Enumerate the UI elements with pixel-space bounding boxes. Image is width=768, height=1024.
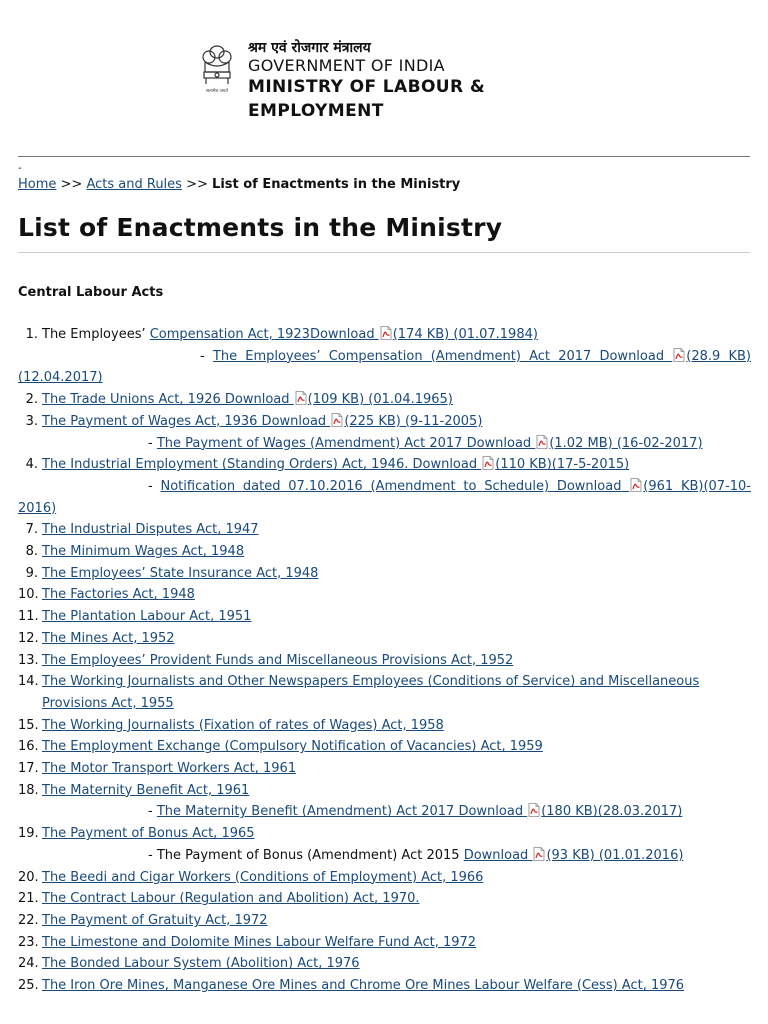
act-link[interactable]: The Working Journalists (Fixation of rates of Wages) Act, 1958 [42,717,444,733]
act-link[interactable]: The Beedi and Cigar Workers (Conditions of Employment) Act, 1966 [42,869,484,885]
pdf-icon[interactable] [482,456,494,470]
list-item [18,910,751,932]
act-link[interactable]: The Industrial Disputes Act, 1947 [42,522,259,538]
item-number: 16. [18,739,39,755]
list-item [18,975,751,997]
item-number: 20. [18,869,39,885]
item-number: 25. [18,978,39,994]
act-link[interactable]: The Employment Exchange (Compulsory Notification of Vacancies) Act, 1959 [42,739,543,755]
emblem-caption: सत्यमेव जयते [205,89,229,94]
act-link[interactable]: The Contract Labour (Regulation and Abolition) Act, 1970. [42,891,420,907]
list-item [18,953,751,975]
item-number: 4. [25,457,38,473]
amendment-item [18,845,751,867]
pdf-download-link[interactable]: (961 KB)(07-10-2016) [18,478,751,516]
pdf-icon[interactable] [673,348,685,362]
item-prefix-text: The Employees’ [42,327,150,342]
act-link[interactable]: The Industrial Employment (Standing Orders) Act, 1946. Download [42,457,482,473]
government-of-india: GOVERNMENT OF INDIA [248,56,445,75]
act-link[interactable]: The Mines Act, 1952 [42,630,175,646]
amendment-link[interactable]: Notification dated 07.10.2016 (Amendment to Schedule) Download [160,478,630,494]
breadcrumb-separator: >> [186,177,208,192]
pdf-download-link[interactable]: (28.9 KB) (12.04.2017) [18,348,751,386]
act-link[interactable]: The Payment of Wages Act, 1936 Download [42,413,331,429]
item-number: 24. [18,956,39,972]
list-item [18,563,751,585]
act-link[interactable]: The Trade Unions Act, 1926 Download [42,392,294,408]
item-number: 21. [18,891,39,907]
pdf-download-link[interactable]: (225 KB) (9-11-2005) [344,413,483,429]
list-item [18,715,751,737]
pdf-icon[interactable] [331,413,343,427]
ministry-name-line2: EMPLOYMENT [248,101,384,121]
item-number: 23. [18,934,39,950]
act-link[interactable]: Compensation Act, 1923Download [149,327,379,342]
act-link[interactable]: The Bonded Labour System (Abolition) Act, 1976 [42,956,360,972]
amendment-text: - The Payment of Bonus (Amendment) Act 2015 [148,847,464,863]
breadcrumb [18,177,460,192]
list-item [18,411,751,433]
pdf-icon[interactable] [528,803,540,817]
act-link[interactable]: The Employees’ State Insurance Act, 1948 [42,565,319,581]
item-number: 19. [18,826,39,842]
divider-dash: - [18,163,22,174]
list-item [18,541,751,563]
list-item [18,650,751,672]
item-number: 2. [25,392,38,408]
item-number: 15. [18,717,39,733]
item-number: 18. [18,782,39,798]
list-item [18,671,751,714]
item-number: 22. [18,912,39,928]
download-link[interactable]: Download [463,847,533,863]
item-number: 14. [18,674,39,690]
item-number: 3. [25,413,38,429]
breadcrumb-current: List of Enactments in the Ministry [212,177,461,192]
breadcrumb-separator: >> [60,177,83,192]
amendment-item: - The Payment of Wages (Amendment) Act 2017 Download (1.02 MB) (16-02-2017) [148,435,703,451]
act-link[interactable]: The Iron Ore Mines, Manganese Ore Mines and Chrome Ore Mines Labour Welfare (Cess) Act, 1976 [42,978,685,994]
item-number: 11. [18,609,39,625]
item-number: 8. [25,544,38,560]
list-item [18,628,751,650]
item-number: 1. [25,327,38,342]
item-number: 10. [18,587,39,603]
act-link[interactable]: The Employees’ Provident Funds and Miscellaneous Provisions Act, 1952 [42,652,514,668]
amendment-item: - The Employees’ Compensation (Amendment) Act 2017 Download (28.9 KB) (12.04.2017) [18,348,751,386]
list-item [18,606,751,628]
list-item [18,867,751,889]
list-item [18,780,751,802]
title-divider [18,252,750,253]
ministry-hindi-name: श्रम एवं रोजगार मंत्रालय [248,40,371,56]
item-number: 7. [25,522,38,538]
amendment-item: - Notification dated 07.10.2016 (Amendment to Schedule) Download (961 KB)(07-10-2016) [18,478,751,516]
pdf-icon[interactable] [295,391,307,405]
pdf-icon[interactable] [533,847,545,861]
amendment-item: - The Maternity Benefit (Amendment) Act 2017 Download (180 KB)(28.03.2017) [148,804,683,820]
act-link[interactable]: The Payment of Bonus Act, 1965 [42,826,255,842]
national-emblem-icon [198,42,236,96]
act-link[interactable]: The Plantation Labour Act, 1951 [42,609,252,625]
header-divider [18,156,750,157]
act-link[interactable]: The Motor Transport Workers Act, 1961 [42,761,297,777]
ministry-name-line1: MINISTRY OF LABOUR & [248,77,486,97]
pdf-icon[interactable] [536,435,548,449]
item-number: 9. [25,565,38,581]
list-item [18,736,751,758]
breadcrumb-home-link[interactable]: Home [18,177,57,192]
amendment-link[interactable]: The Payment of Wages (Amendment) Act 2017 Download [156,435,536,451]
pdf-download-link[interactable]: (93 KB) (01.01.2016) [546,847,684,863]
pdf-icon[interactable] [630,478,642,492]
act-link[interactable]: The Maternity Benefit Act, 1961 [42,782,250,798]
act-link[interactable]: The Minimum Wages Act, 1948 [42,544,245,560]
list-item [18,758,751,780]
enactments-list [18,324,751,997]
list-item [18,584,751,606]
list-item [18,823,751,845]
item-number: 17. [18,761,39,777]
act-link[interactable]: The Payment of Gratuity Act, 1972 [42,912,268,928]
item-number: 13. [18,652,39,668]
list-item [18,324,751,346]
pdf-download-link[interactable]: (1.02 MB) (16-02-2017) [549,435,703,451]
pdf-download-link[interactable]: (110 KB)(17-5-2015) [495,457,630,473]
amendment-link[interactable]: The Maternity Benefit (Amendment) Act 2017 Download [156,804,528,820]
list-item [18,932,751,954]
pdf-download-link[interactable]: (109 KB) (01.04.1965) [307,392,453,408]
pdf-icon[interactable] [380,326,392,340]
item-number: 12. [18,630,39,646]
list-item [18,454,751,476]
page-title: List of Enactments in the Ministry [18,213,503,242]
act-link[interactable]: The Working Journalists and Other Newspapers Employees (Conditions of Service) and Miscellaneous Provisions Act, 1955 [42,674,700,711]
pdf-download-link[interactable]: (180 KB)(28.03.2017) [541,804,683,820]
list-item [18,519,751,541]
list-item [18,389,751,411]
act-link[interactable]: The Factories Act, 1948 [42,587,195,603]
section-title: Central Labour Acts [18,285,164,300]
amendment-link[interactable]: The Employees’ Compensation (Amendment) Act 2017 Download [212,348,673,364]
pdf-download-link[interactable]: (174 KB) (01.07.1984) [392,327,538,342]
act-link[interactable]: The Limestone and Dolomite Mines Labour Welfare Fund Act, 1972 [42,934,477,950]
list-item [18,888,751,910]
breadcrumb-acts-link[interactable]: Acts and Rules [86,177,182,192]
